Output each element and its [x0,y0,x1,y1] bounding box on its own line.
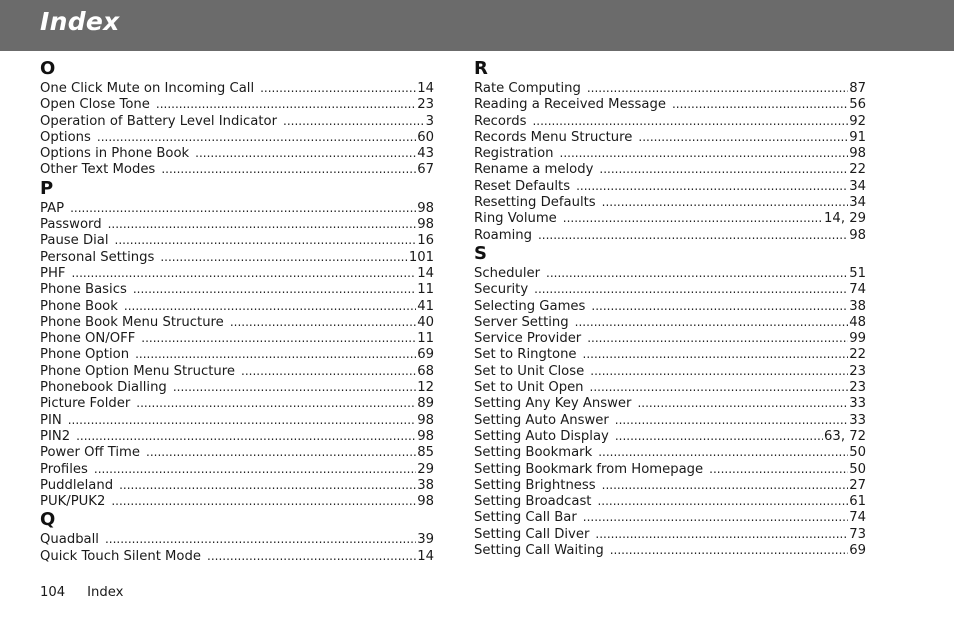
index-entry-term: Quadball [40,532,99,548]
index-entry-term: Scheduler [474,265,541,281]
index-entry-term: Rate Computing [474,81,581,96]
index-entry [474,80,866,96]
dot-leader [587,330,848,346]
dot-leader [146,444,416,460]
index-entry [474,444,866,460]
index-entry [40,493,434,509]
index-entry-page: 87 [849,81,866,96]
index-entry-page: 16 [417,233,434,249]
index-entry [40,412,434,428]
dot-leader [583,346,849,362]
index-entry-term: Power Off Time [40,445,140,461]
dot-leader [610,542,848,558]
page-footer [40,585,145,600]
index-entry-term: Picture Folder [40,396,131,412]
dot-leader [672,96,848,112]
index-entry-term: Setting Auto Display [474,428,609,444]
dot-leader [94,461,416,477]
index-entry-term: Phone Option [40,347,130,363]
index-entry-term: Phone Book Menu Structure [40,314,224,330]
index-entry-page: 89 [417,396,434,412]
index-entry-page: 48 [849,314,866,330]
index-entry-term: Resetting Defaults [474,195,596,211]
index-entry-page: 85 [417,445,434,461]
dot-leader [597,493,848,509]
index-entry-term: Phone Book [40,298,118,314]
index-entry [40,249,434,265]
index-entry-term: Setting Bookmark from Homepage [474,461,704,477]
dot-leader [111,493,416,509]
dot-leader [283,113,425,129]
index-entry-page: 14 [417,548,434,564]
dot-leader [538,227,848,243]
dot-leader [637,395,848,411]
index-entry-term: PAP [40,200,65,216]
index-entry-page: 73 [849,526,866,542]
index-entry [40,232,434,248]
index-entry [474,145,866,161]
index-entry [40,477,434,493]
index-letter-heading: P [40,177,54,199]
index-entry-page: 69 [417,347,434,363]
dot-leader [532,113,848,129]
index-entry-page: 98 [849,227,866,243]
dot-leader [105,531,416,547]
index-entry-term: Set to Unit Close [474,363,585,379]
dot-leader [260,80,416,96]
dot-leader [546,265,848,281]
index-entry-term: Other Text Modes [40,162,156,178]
index-entry [474,395,866,411]
index-entry-page: 98 [417,217,434,233]
index-entry-term: Security [474,282,529,298]
index-entry [40,281,434,297]
index-entry-page: 33 [849,412,866,428]
index-entry-page: 33 [849,396,866,412]
dot-leader [576,178,848,194]
dot-leader [590,363,848,379]
index-entry-term: Server Setting [474,314,569,330]
dot-leader [141,330,416,346]
index-entry-page: 99 [849,331,866,347]
index-entry [40,145,434,161]
index-entry-page: 23 [849,380,866,396]
index-letter-heading: Q [40,509,56,531]
index-entry-term: Setting Bookmark [474,445,593,461]
index-entry-page: 34 [849,195,866,211]
index-entry [474,314,866,330]
index-entry [40,129,434,145]
dot-leader [195,145,416,161]
dot-leader [583,509,848,525]
index-entry [40,216,434,232]
index-entry-term: PIN2 [40,428,71,444]
dot-leader [590,379,849,395]
index-entry-page: 50 [849,445,866,461]
dot-leader [115,232,417,248]
index-entry-page: 12 [417,380,434,396]
index-entry-term: Records [474,113,527,129]
index-entry [40,346,434,362]
index-entry-page: 11 [417,282,434,298]
index-entry-page: 98 [417,412,434,428]
dot-leader [119,477,416,493]
index-entry-term: Setting Broadcast [474,494,592,510]
index-entry [474,461,866,477]
index-entry-term: PIN [40,412,62,428]
index-entry-term: Quick Touch Silent Mode [40,548,201,564]
index-entry [40,80,434,96]
dot-leader [602,477,849,493]
index-entry [40,379,434,395]
dot-leader [108,216,417,232]
dot-leader [591,298,848,314]
index-entry-page: 11 [417,331,434,347]
index-entry [40,363,434,379]
index-entry [474,113,866,129]
index-entry-term: Selecting Games [474,298,586,314]
index-entry-term: Service Provider [474,331,582,347]
index-entry-page: 98 [849,146,866,162]
index-entry [474,526,866,542]
index-entry-term: Records Menu Structure [474,129,633,145]
index-entry-page: 74 [849,510,866,526]
index-entry [474,346,866,362]
index-entry-page: 41 [417,298,434,314]
dot-leader [595,526,848,542]
dot-leader [575,314,849,330]
dot-leader [71,265,416,281]
index-entry [474,298,866,314]
index-entry-page: 14 [417,81,434,96]
index-entry [474,477,866,493]
footer-page-number: 104 [40,585,66,600]
index-entry-page: 23 [417,97,434,113]
index-entry-term: Set to Unit Open [474,380,584,396]
index-entry [474,96,866,112]
index-entry [40,200,434,216]
index-entry [474,542,866,558]
index-entry [40,395,434,411]
index-entry-term: Setting Brightness [474,477,596,493]
index-entry [474,493,866,509]
index-entry-term: Operation of Battery Level Indicator [40,113,278,129]
dot-leader [615,412,848,428]
index-entry [474,363,866,379]
index-entry [40,330,434,346]
dot-leader [587,80,848,96]
index-entry-term: Roaming [474,227,532,243]
index-entry [474,227,866,243]
index-entry [474,281,866,297]
index-entry-page: 56 [849,97,866,113]
index-entry [40,531,434,547]
dot-leader [599,161,848,177]
index-entry-page: 74 [849,282,866,298]
index-entry-term: Profiles [40,461,88,477]
index-entry [40,444,434,460]
index-entry-term: Setting Auto Answer [474,412,609,428]
index-entry-page: 68 [417,363,434,379]
index-entry-term: Open Close Tone [40,97,150,113]
index-entry-term: Reading a Received Message [474,97,666,113]
index-entry-page: 14, 29 [824,211,866,227]
index-entry-page: 98 [417,494,434,510]
index-entry-page: 23 [849,363,866,379]
index-entry [474,412,866,428]
index-entry-page: 69 [849,543,866,559]
index-entry-term: Phone ON/OFF [40,331,136,347]
index-entry [40,298,434,314]
index-entry-page: 3 [425,113,434,129]
dot-leader [124,298,416,314]
index-entry-term: Pause Dial [40,233,109,249]
index-entry-page: 67 [417,162,434,178]
index-entry-term: Options [40,129,91,145]
index-entry [40,461,434,477]
index-entry [474,161,866,177]
index-entry-page: 40 [417,314,434,330]
index-entry-term: One Click Mute on Incoming Call [40,81,255,96]
dot-leader [709,461,848,477]
index-entry-term: Password [40,217,102,233]
index-entry-page: 101 [408,249,434,265]
dot-leader [534,281,848,297]
index-letter-heading: O [40,58,56,79]
index-letter-heading: S [474,242,487,264]
index-entry [474,210,866,226]
dot-leader [241,363,416,379]
dot-leader [136,395,416,411]
index-entry [474,178,866,194]
dot-leader [173,379,416,395]
index-entry [474,330,866,346]
index-entry [40,428,434,444]
index-entry-term: Options in Phone Book [40,146,190,162]
dot-leader [97,129,416,145]
dot-leader [615,428,823,444]
index-entry-term: Rename a melody [474,162,594,178]
index-entry-term: Reset Defaults [474,178,571,194]
index-entry-term: Phone Option Menu Structure [40,363,235,379]
dot-leader [638,129,848,145]
index-entry [474,428,866,444]
index-entry-term: PUK/PUK2 [40,494,106,510]
index-entry-page: 38 [417,477,434,493]
index-entry [474,379,866,395]
dot-leader [160,249,407,265]
index-entry-page: 14 [417,265,434,281]
index-entry-page: 27 [849,477,866,493]
index-entry-page: 51 [849,265,866,281]
index-column-left [40,58,434,564]
index-entry-page: 98 [417,200,434,216]
dot-leader [76,428,416,444]
dot-leader [207,548,416,564]
index-entry [40,548,434,564]
index-entry-page: 22 [849,347,866,363]
index-entry-term: Ring Volume [474,211,557,227]
dot-leader [135,346,416,362]
index-column-right [474,58,866,558]
index-letter-heading: R [474,58,488,79]
index-entry-page: 39 [417,532,434,548]
dot-leader [68,412,417,428]
index-entry [40,265,434,281]
dot-leader [230,314,416,330]
index-entry-term: Phonebook Dialling [40,380,167,396]
index-entry-page: 60 [417,129,434,145]
dot-leader [156,96,416,112]
footer-section: Index [87,585,124,600]
index-entry [40,113,434,129]
index-entry-term: Setting Any Key Answer [474,396,632,412]
index-entry-page: 29 [417,461,434,477]
dot-leader [598,444,848,460]
index-entry-page: 34 [849,178,866,194]
page-title: Index [40,7,120,36]
index-entry [474,265,866,281]
index-entry-page: 61 [849,494,866,510]
index-entry-page: 50 [849,461,866,477]
dot-leader [563,210,823,226]
index-entry-page: 22 [849,162,866,178]
dot-leader [133,281,416,297]
dot-leader [602,194,849,210]
index-entry-page: 92 [849,113,866,129]
index-entry [474,194,866,210]
index-entry-term: PHF [40,265,66,281]
index-entry-term: Setting Call Bar [474,510,577,526]
index-entry-term: Phone Basics [40,282,127,298]
index-entry [40,314,434,330]
index-entry-page: 38 [849,298,866,314]
index-entry-term: Personal Settings [40,249,155,265]
index-entry-term: Setting Call Waiting [474,543,604,559]
index-entry [474,129,866,145]
index-entry-term: Setting Call Diver [474,526,590,542]
dot-leader [161,161,416,177]
index-entry [474,509,866,525]
index-entry [40,96,434,112]
index-entry-page: 63, 72 [824,428,866,444]
index-entry-page: 43 [417,146,434,162]
index-entry-term: Puddleland [40,477,114,493]
index-entry-page: 98 [417,428,434,444]
index-entry-page: 91 [849,129,866,145]
index-entry-term: Registration [474,146,554,162]
dot-leader [560,145,849,161]
index-entry [40,161,434,177]
index-entry-term: Set to Ringtone [474,347,577,363]
page-header [0,0,954,51]
dot-leader [70,200,416,216]
